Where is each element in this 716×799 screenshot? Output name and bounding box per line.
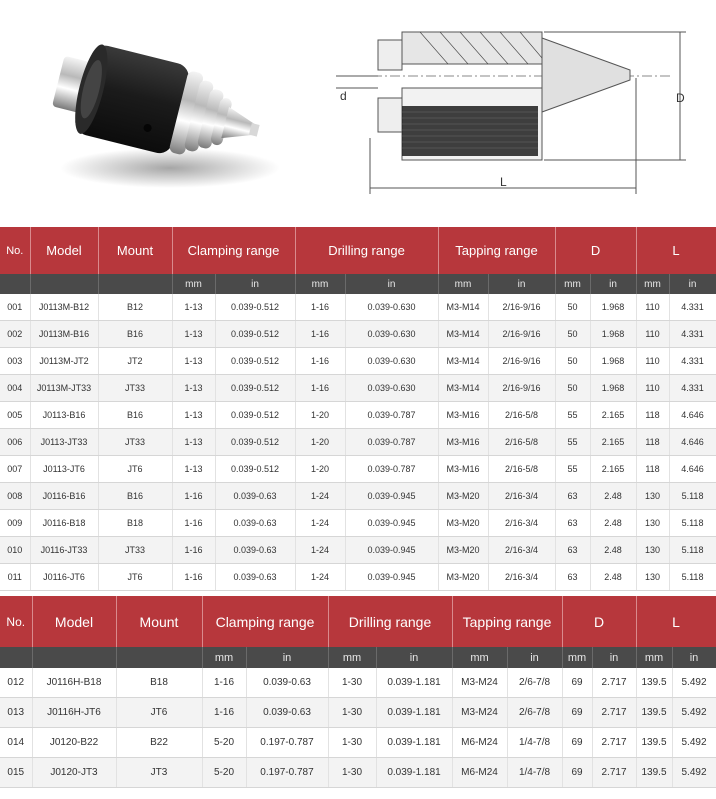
table-cell: M3-M20	[438, 564, 488, 591]
table-cell: 2/16-3/4	[488, 564, 555, 591]
table-cell: 69	[562, 668, 592, 698]
table-cell: 5.118	[669, 537, 716, 564]
table-cell: 011	[0, 564, 30, 591]
table-cell: 006	[0, 429, 30, 456]
table-cell: 0.039-0.945	[345, 564, 438, 591]
table-cell: 0.039-0.512	[215, 375, 295, 402]
table-cell: M3-M20	[438, 510, 488, 537]
table-cell: JT3	[116, 758, 202, 788]
table-cell: 0.039-0.63	[215, 537, 295, 564]
table-cell: 0.039-0.512	[215, 429, 295, 456]
table-cell: 0.039-0.512	[215, 321, 295, 348]
table-cell: 0.039-0.945	[345, 537, 438, 564]
table-cell: J0120-JT3	[32, 758, 116, 788]
table-cell: 1/4-7/8	[507, 728, 562, 758]
table-cell: 139.5	[636, 698, 672, 728]
table-cell: 0.039-0.512	[215, 456, 295, 483]
table-cell: 2/16-9/16	[488, 294, 555, 321]
col-drilling-range: Drilling range	[328, 596, 452, 647]
table-cell: 1/4-7/8	[507, 758, 562, 788]
table-cell: 0.039-0.630	[345, 348, 438, 375]
table-header-row	[0, 227, 716, 274]
table-cell: J0113M-JT33	[30, 375, 98, 402]
table-cell: 2.717	[592, 698, 636, 728]
unit-mm: mm	[438, 274, 488, 294]
table-cell: M3-M16	[438, 429, 488, 456]
dim-L-label: L	[500, 175, 507, 189]
table-cell: 1-13	[172, 375, 215, 402]
table-cell: 0.039-0.63	[215, 564, 295, 591]
table-row	[0, 402, 716, 429]
unit-blank	[0, 274, 30, 294]
table-cell: 0.039-0.512	[215, 348, 295, 375]
table-cell: 55	[555, 456, 590, 483]
table-row	[0, 537, 716, 564]
table-cell: 4.331	[669, 348, 716, 375]
table-cell: 1-13	[172, 402, 215, 429]
table-cell: 50	[555, 375, 590, 402]
table-cell: 1-16	[295, 294, 345, 321]
table-cell: 1-13	[172, 456, 215, 483]
table-row	[0, 294, 716, 321]
table-cell: 5-20	[202, 728, 246, 758]
table-cell: 1.968	[590, 348, 636, 375]
table-2-body	[0, 668, 716, 788]
table-cell: J0113M-B16	[30, 321, 98, 348]
table-cell: 2.48	[590, 510, 636, 537]
unit-mm: mm	[636, 274, 669, 294]
table-cell: 0.197-0.787	[246, 728, 328, 758]
table-row	[0, 758, 716, 788]
table-cell: 1.968	[590, 321, 636, 348]
table-cell: 5.118	[669, 510, 716, 537]
table-cell: 4.331	[669, 321, 716, 348]
unit-in: in	[669, 274, 716, 294]
table-cell: 1.968	[590, 294, 636, 321]
table-row	[0, 728, 716, 758]
table-cell: M3-M14	[438, 321, 488, 348]
table-cell: 4.646	[669, 429, 716, 456]
table-cell: J0113-B16	[30, 402, 98, 429]
table-header-row	[0, 596, 716, 647]
table-cell: 009	[0, 510, 30, 537]
table-cell: 014	[0, 728, 32, 758]
col-D: D	[555, 227, 636, 274]
table-cell: 139.5	[636, 758, 672, 788]
table-cell: 0.039-0.945	[345, 483, 438, 510]
table-cell: 0.039-0.630	[345, 375, 438, 402]
table-cell: 2/16-5/8	[488, 429, 555, 456]
table-cell: 0.039-1.181	[376, 728, 452, 758]
table-cell: 1-16	[202, 668, 246, 698]
col-D: D	[562, 596, 636, 647]
col-tapping-range: Tapping range	[438, 227, 555, 274]
table-cell: 2.717	[592, 668, 636, 698]
table-cell: 5.118	[669, 564, 716, 591]
table-cell: JT6	[98, 456, 172, 483]
table-cell: J0113-JT6	[30, 456, 98, 483]
table-cell: 010	[0, 537, 30, 564]
table-cell: 110	[636, 348, 669, 375]
table-cell: 1-20	[295, 402, 345, 429]
col-mount: Mount	[116, 596, 202, 647]
table-cell: 110	[636, 375, 669, 402]
table-cell: 0.039-1.181	[376, 758, 452, 788]
table-cell: 1-30	[328, 728, 376, 758]
unit-mm: mm	[328, 647, 376, 668]
table-cell: 2/16-3/4	[488, 537, 555, 564]
table-cell: J0113M-B12	[30, 294, 98, 321]
table-cell: 2/6-7/8	[507, 668, 562, 698]
table-cell: 013	[0, 698, 32, 728]
table-cell: 130	[636, 564, 669, 591]
table-row	[0, 668, 716, 698]
table-cell: 0.039-0.787	[345, 429, 438, 456]
table-cell: 5.492	[672, 698, 716, 728]
table-cell: JT6	[98, 564, 172, 591]
table-cell: B22	[116, 728, 202, 758]
table-cell: 1-24	[295, 537, 345, 564]
table-cell: 1-16	[295, 375, 345, 402]
table-cell: 0.039-0.630	[345, 321, 438, 348]
table-cell: 5.118	[669, 483, 716, 510]
table-cell: B12	[98, 294, 172, 321]
table-cell: 0.039-0.787	[345, 402, 438, 429]
table-cell: 4.331	[669, 375, 716, 402]
table-cell: M6-M24	[452, 758, 507, 788]
table-cell: B18	[98, 510, 172, 537]
unit-blank	[116, 647, 202, 668]
table-cell: 139.5	[636, 728, 672, 758]
table-cell: 63	[555, 483, 590, 510]
table-cell: J0113M-JT2	[30, 348, 98, 375]
table-cell: B16	[98, 483, 172, 510]
col-L: L	[636, 227, 716, 274]
table-cell: M3-M16	[438, 456, 488, 483]
table-cell: 69	[562, 698, 592, 728]
table-cell: M3-M14	[438, 348, 488, 375]
table-cell: 69	[562, 728, 592, 758]
table-cell: 5.492	[672, 728, 716, 758]
table-cell: 003	[0, 348, 30, 375]
table-cell: 0.197-0.787	[246, 758, 328, 788]
table-cell: 015	[0, 758, 32, 788]
table-cell: 5-20	[202, 758, 246, 788]
unit-blank	[30, 274, 98, 294]
table-cell: 55	[555, 429, 590, 456]
table-cell: 63	[555, 537, 590, 564]
table-cell: M3-M20	[438, 537, 488, 564]
table-cell: 1-30	[328, 668, 376, 698]
table-cell: 139.5	[636, 668, 672, 698]
table-cell: 2/16-5/8	[488, 402, 555, 429]
table-cell: M3-M14	[438, 375, 488, 402]
table-cell: 0.039-0.512	[215, 294, 295, 321]
table-cell: 012	[0, 668, 32, 698]
table-cell: 0.039-0.63	[246, 668, 328, 698]
col-clamping-range: Clamping range	[202, 596, 328, 647]
table-cell: JT33	[98, 375, 172, 402]
table-cell: 1-16	[172, 483, 215, 510]
table-cell: 1-13	[172, 429, 215, 456]
technical-drawing	[330, 18, 690, 203]
table-row	[0, 348, 716, 375]
col-tapping-range: Tapping range	[452, 596, 562, 647]
table-cell: J0116H-B18	[32, 668, 116, 698]
table-cell: 1-24	[295, 564, 345, 591]
unit-in: in	[672, 647, 716, 668]
table-cell: 005	[0, 402, 30, 429]
tapping-chuck-photo	[40, 20, 280, 200]
table-cell: 118	[636, 456, 669, 483]
unit-in: in	[215, 274, 295, 294]
col-model: Model	[32, 596, 116, 647]
table-cell: 008	[0, 483, 30, 510]
table-cell: 1-16	[172, 564, 215, 591]
table-cell: 1-30	[328, 758, 376, 788]
table-cell: 004	[0, 375, 30, 402]
table-cell: 001	[0, 294, 30, 321]
unit-mm: mm	[555, 274, 590, 294]
table-cell: 1-16	[172, 510, 215, 537]
unit-in: in	[590, 274, 636, 294]
dim-d-label: d	[340, 89, 347, 103]
unit-mm: mm	[295, 274, 345, 294]
table-cell: B16	[98, 402, 172, 429]
table-cell: 130	[636, 483, 669, 510]
product-header	[0, 0, 716, 226]
table-cell: 110	[636, 294, 669, 321]
table-cell: 69	[562, 758, 592, 788]
unit-in: in	[376, 647, 452, 668]
table-cell: 2.165	[590, 429, 636, 456]
table-cell: 1.968	[590, 375, 636, 402]
unit-blank	[32, 647, 116, 668]
unit-mm: mm	[562, 647, 592, 668]
unit-mm: mm	[452, 647, 507, 668]
col-L: L	[636, 596, 716, 647]
table-cell: 0.039-1.181	[376, 698, 452, 728]
table-cell: 50	[555, 294, 590, 321]
table-cell: 5.492	[672, 668, 716, 698]
table-cell: 2.48	[590, 537, 636, 564]
table-cell: 0.039-0.630	[345, 294, 438, 321]
table-cell: 2/16-3/4	[488, 483, 555, 510]
table-cell: 0.039-0.787	[345, 456, 438, 483]
table-cell: 4.331	[669, 294, 716, 321]
table-cell: 110	[636, 321, 669, 348]
table-cell: 1-24	[295, 510, 345, 537]
table-cell: 0.039-1.181	[376, 668, 452, 698]
table-units-row	[0, 274, 716, 294]
table-cell: 130	[636, 510, 669, 537]
table-cell: 118	[636, 429, 669, 456]
col-mount: Mount	[98, 227, 172, 274]
unit-in: in	[345, 274, 438, 294]
table-cell: M3-M14	[438, 294, 488, 321]
col-clamping-range: Clamping range	[172, 227, 295, 274]
table-row	[0, 564, 716, 591]
table-cell: J0116-JT33	[30, 537, 98, 564]
unit-in: in	[488, 274, 555, 294]
table-cell: 1-13	[172, 321, 215, 348]
unit-mm: mm	[636, 647, 672, 668]
table-units-row	[0, 647, 716, 668]
table-cell: 0.039-0.63	[246, 698, 328, 728]
table-cell: 50	[555, 348, 590, 375]
spec-table-1	[0, 227, 716, 591]
table-cell: 1-20	[295, 429, 345, 456]
table-row	[0, 483, 716, 510]
table-row	[0, 429, 716, 456]
table-cell: 002	[0, 321, 30, 348]
table-cell: M6-M24	[452, 728, 507, 758]
table-cell: 63	[555, 564, 590, 591]
table-cell: 0.039-0.63	[215, 483, 295, 510]
table-cell: JT6	[116, 698, 202, 728]
table-cell: M3-M24	[452, 668, 507, 698]
table-cell: M3-M20	[438, 483, 488, 510]
table-cell: 2.717	[592, 728, 636, 758]
table-cell: 5.492	[672, 758, 716, 788]
table-cell: 118	[636, 402, 669, 429]
unit-mm: mm	[172, 274, 215, 294]
table-cell: 1-13	[172, 294, 215, 321]
table-1-body	[0, 294, 716, 591]
table-cell: JT33	[98, 429, 172, 456]
table-cell: 130	[636, 537, 669, 564]
table-cell: 55	[555, 402, 590, 429]
table-cell: B18	[116, 668, 202, 698]
table-cell: 50	[555, 321, 590, 348]
col-no: No.	[0, 227, 30, 274]
table-cell: 007	[0, 456, 30, 483]
table-cell: 1-16	[295, 321, 345, 348]
table-cell: J0116-JT6	[30, 564, 98, 591]
table-cell: 2/16-9/16	[488, 375, 555, 402]
table-cell: 1-30	[328, 698, 376, 728]
table-cell: 2.165	[590, 456, 636, 483]
table-cell: M3-M16	[438, 402, 488, 429]
table-cell: 1-16	[202, 698, 246, 728]
table-cell: 2/16-9/16	[488, 321, 555, 348]
col-model: Model	[30, 227, 98, 274]
table-cell: M3-M24	[452, 698, 507, 728]
table-cell: 0.039-0.945	[345, 510, 438, 537]
table-cell: 2/16-9/16	[488, 348, 555, 375]
table-row	[0, 456, 716, 483]
table-cell: 2.48	[590, 483, 636, 510]
table-cell: JT2	[98, 348, 172, 375]
table-cell: 0.039-0.63	[215, 510, 295, 537]
table-cell: J0120-B22	[32, 728, 116, 758]
unit-in: in	[592, 647, 636, 668]
unit-in: in	[246, 647, 328, 668]
table-cell: B16	[98, 321, 172, 348]
table-cell: 1-24	[295, 483, 345, 510]
table-cell: 1-20	[295, 456, 345, 483]
table-cell: 1-13	[172, 348, 215, 375]
dim-D-label: D	[676, 91, 685, 105]
table-cell: 63	[555, 510, 590, 537]
table-cell: 2/16-3/4	[488, 510, 555, 537]
table-cell: J0113-JT33	[30, 429, 98, 456]
table-cell: 2/16-5/8	[488, 456, 555, 483]
table-row	[0, 321, 716, 348]
table-row	[0, 375, 716, 402]
table-cell: 2/6-7/8	[507, 698, 562, 728]
unit-in: in	[507, 647, 562, 668]
table-cell: 2.165	[590, 402, 636, 429]
table-cell: JT33	[98, 537, 172, 564]
unit-mm: mm	[202, 647, 246, 668]
table-cell: 2.717	[592, 758, 636, 788]
table-cell: J0116H-JT6	[32, 698, 116, 728]
table-cell: 4.646	[669, 402, 716, 429]
unit-blank	[0, 647, 32, 668]
table-cell: 1-16	[295, 348, 345, 375]
col-no: No.	[0, 596, 32, 647]
col-drilling-range: Drilling range	[295, 227, 438, 274]
table-cell: 4.646	[669, 456, 716, 483]
table-cell: 0.039-0.512	[215, 402, 295, 429]
table-row	[0, 698, 716, 728]
table-cell: 2.48	[590, 564, 636, 591]
table-cell: 1-16	[172, 537, 215, 564]
table-cell: J0116-B18	[30, 510, 98, 537]
table-cell: J0116-B16	[30, 483, 98, 510]
spec-table-2	[0, 596, 716, 788]
table-row	[0, 510, 716, 537]
unit-blank	[98, 274, 172, 294]
